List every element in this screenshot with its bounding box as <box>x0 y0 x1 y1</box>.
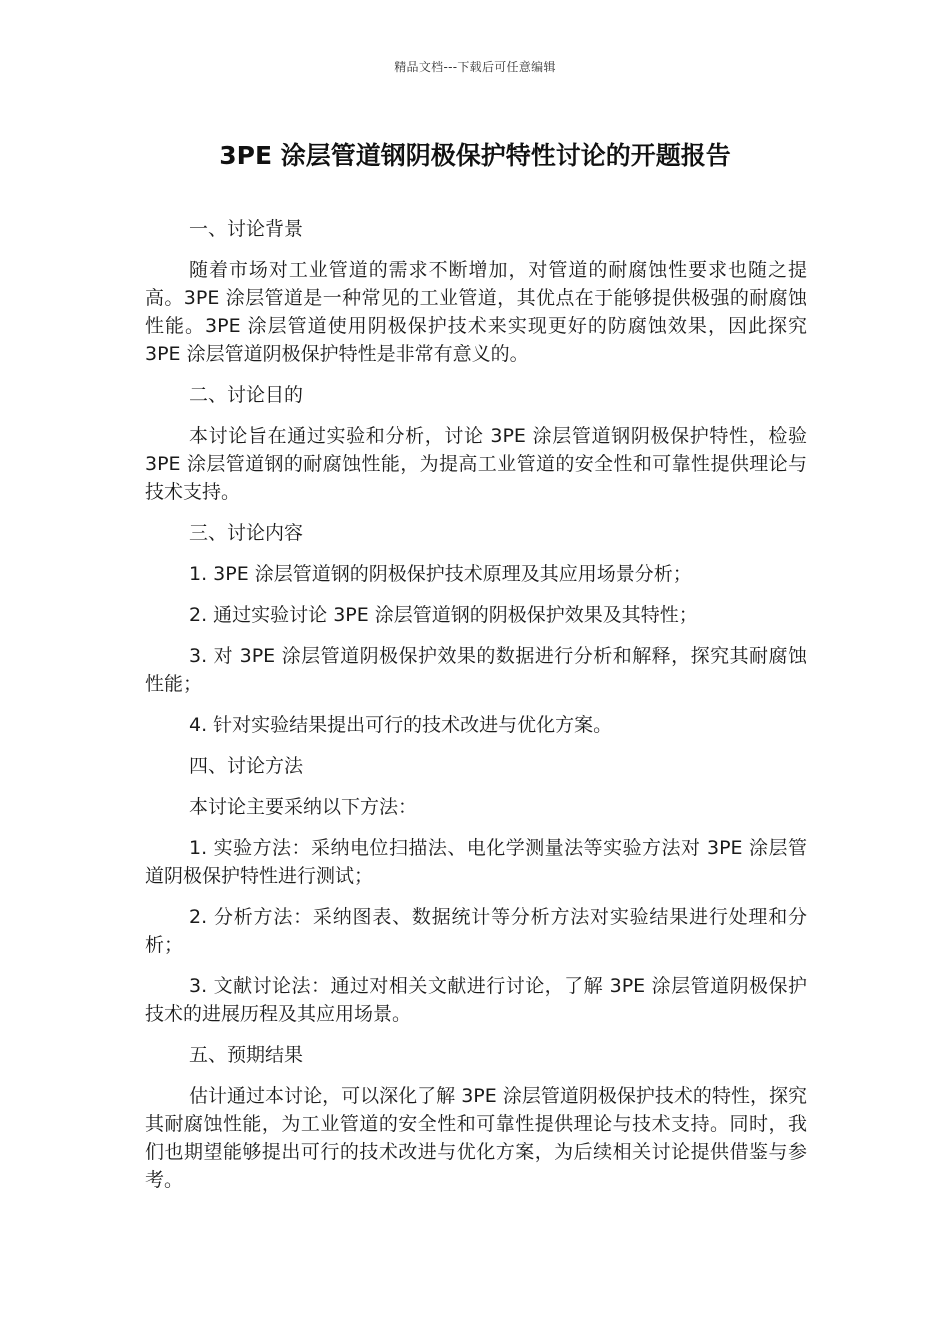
expected-results-paragraph: 估计通过本讨论，可以深化了解 3PE 涂层管道阴极保护技术的特性，探究其耐腐蚀性能，为工业管道的安全性和可靠性提供理论与技术支持。同时，我们也期望能够提出可行的技术改进与优化方案，为后续相关讨论提供借鉴与参考。 <box>145 1085 807 1191</box>
content-item-4: 4. 针对实验结果提出可行的技术改进与优化方案。 <box>189 714 613 736</box>
document-title: 3PE 涂层管道钢阴极保护特性讨论的开题报告 <box>219 141 731 170</box>
section-heading-methods: 四、讨论方法 <box>189 755 304 777</box>
methods-item-3: 3. 文献讨论法：通过对相关文献进行讨论，了解 3PE 涂层管道阴极保护技术的进展历程及其应用场景。 <box>145 975 807 1025</box>
methods-item-2: 2. 分析方法：采纳图表、数据统计等分析方法对实验结果进行处理和分析； <box>145 906 807 956</box>
content-item-1: 1. 3PE 涂层管道钢的阴极保护技术原理及其应用场景分析； <box>189 563 692 585</box>
methods-intro: 本讨论主要采纳以下方法： <box>189 796 418 818</box>
background-paragraph: 随着市场对工业管道的需求不断增加，对管道的耐腐蚀性要求也随之提高。3PE 涂层管道是一种常见的工业管道，其优点在于能够提供极强的耐腐蚀性能。3PE 涂层管道使用阴极保护技术来实现更好的防腐蚀效果，因此探究 3PE 涂层管道阴极保护特性是非常有意义的。 <box>145 259 807 365</box>
section-heading-expected-results: 五、预期结果 <box>189 1044 304 1066</box>
content-item-3: 3. 对 3PE 涂层管道阴极保护效果的数据进行分析和解释，探究其耐腐蚀性能； <box>145 645 807 695</box>
section-heading-background: 一、讨论背景 <box>189 218 304 240</box>
purpose-paragraph: 本讨论旨在通过实验和分析，讨论 3PE 涂层管道钢阴极保护特性，检验 3PE 涂层管道钢的耐腐蚀性能，为提高工业管道的安全性和可靠性提供理论与技术支持。 <box>145 425 807 503</box>
header-note: 精品文档---下载后可任意编辑 <box>394 60 556 74</box>
section-heading-content: 三、讨论内容 <box>189 522 304 544</box>
document-body <box>145 215 807 1207</box>
section-heading-purpose: 二、讨论目的 <box>189 384 304 406</box>
content-item-2: 2. 通过实验讨论 3PE 涂层管道钢的阴极保护效果及其特性； <box>189 604 698 626</box>
methods-item-1: 1. 实验方法：采纳电位扫描法、电化学测量法等实验方法对 3PE 涂层管道阴极保护特性进行测试； <box>145 837 807 887</box>
